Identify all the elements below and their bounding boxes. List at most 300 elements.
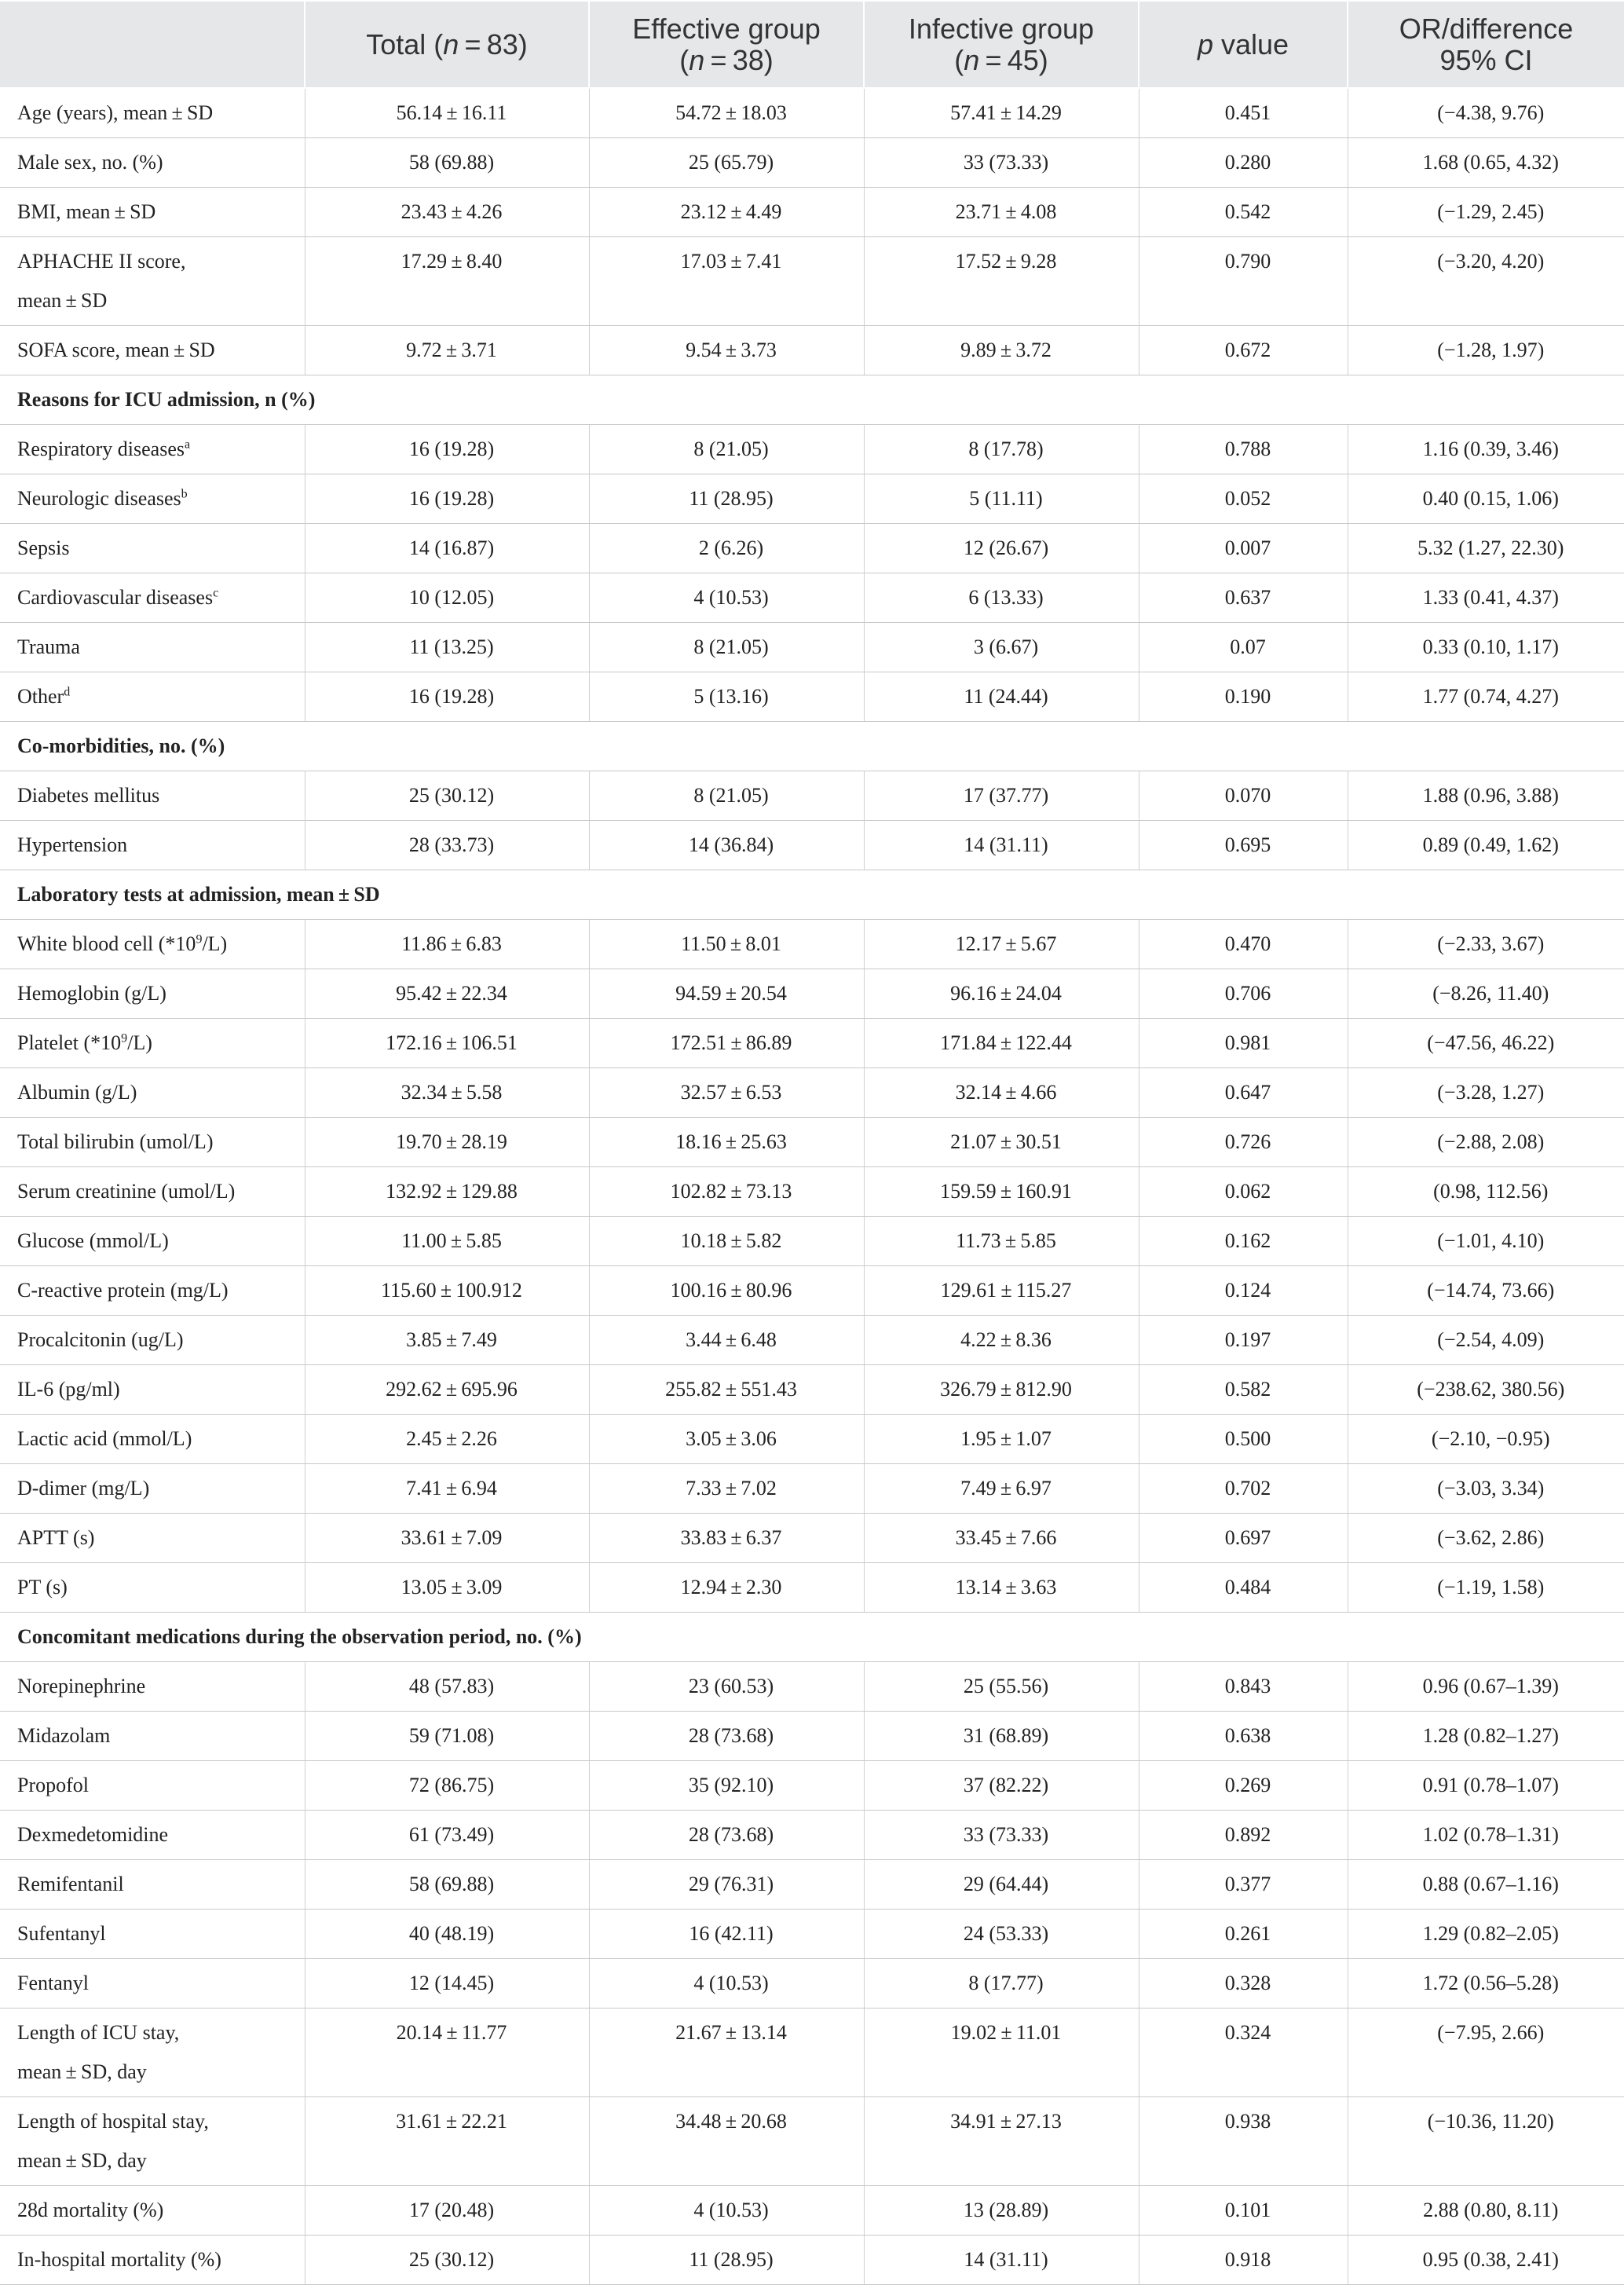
row-label-text: Total bilirubin (umol/L) [17, 1130, 214, 1153]
cell-total: 9.72 ± 3.71 [305, 326, 589, 375]
table-row [0, 1365, 1624, 1415]
cell-effective: 2 (6.26) [589, 524, 864, 573]
table-body [0, 88, 1624, 2285]
cell-p-value: 0.918 [1139, 2236, 1348, 2285]
cell-or-ci: (−3.28, 1.27) [1348, 1068, 1624, 1118]
row-label [0, 1563, 305, 1613]
header-infective-line2: (n = 45) [954, 43, 1048, 76]
row-label-text: Platelet (*10 [17, 1031, 122, 1054]
cell-total: 13.05 ± 3.09 [305, 1563, 589, 1613]
cell-p-value: 0.542 [1139, 188, 1348, 237]
row-label-text: Lactic acid (mmol/L) [17, 1427, 192, 1450]
row-label-text: C-reactive protein (mg/L) [17, 1279, 229, 1302]
cell-total: 58 (69.88) [305, 1860, 589, 1910]
table-row [0, 920, 1624, 969]
table-row [0, 1415, 1624, 1464]
row-label [0, 1910, 305, 1959]
cell-effective: 4 (10.53) [589, 573, 864, 623]
cell-or-ci: (−2.10, −0.95) [1348, 1415, 1624, 1464]
row-label [0, 1514, 305, 1563]
row-label [0, 2186, 305, 2236]
cell-infective: 34.91 ± 27.13 [864, 2097, 1139, 2186]
cell-total: 7.41 ± 6.94 [305, 1464, 589, 1514]
row-label [0, 1712, 305, 1761]
row-label-text: Procalcitonin (ug/L) [17, 1328, 184, 1351]
cell-infective: 11.73 ± 5.85 [864, 1217, 1139, 1266]
cell-or-ci: 1.72 (0.56–5.28) [1348, 1959, 1624, 2009]
cell-p-value: 0.280 [1139, 138, 1348, 188]
cell-or-ci: 0.96 (0.67–1.39) [1348, 1662, 1624, 1712]
cell-p-value: 0.695 [1139, 821, 1348, 870]
header-total [305, 1, 589, 88]
cell-effective: 33.83 ± 6.37 [589, 1514, 864, 1563]
table-row [0, 237, 1624, 326]
cell-total: 172.16 ± 106.51 [305, 1019, 589, 1068]
cell-effective: 3.05 ± 3.06 [589, 1415, 864, 1464]
cell-total: 20.14 ± 11.77 [305, 2009, 589, 2097]
cell-infective: 31 (68.89) [864, 1712, 1139, 1761]
cell-infective: 6 (13.33) [864, 573, 1139, 623]
table-row [0, 672, 1624, 722]
cell-effective: 23.12 ± 4.49 [589, 188, 864, 237]
row-label [0, 1761, 305, 1811]
cell-effective: 34.48 ± 20.68 [589, 2097, 864, 2186]
row-label-text: Hemoglobin (g/L) [17, 982, 166, 1005]
cell-p-value: 0.261 [1139, 1910, 1348, 1959]
cell-total: 19.70 ± 28.19 [305, 1118, 589, 1167]
table-row [0, 623, 1624, 672]
row-label-text: Age (years), mean ± SD [17, 101, 214, 124]
cell-or-ci: (−4.38, 9.76) [1348, 88, 1624, 138]
cell-effective: 3.44 ± 6.48 [589, 1316, 864, 1365]
cell-total: 292.62 ± 695.96 [305, 1365, 589, 1415]
cell-infective: 171.84 ± 122.44 [864, 1019, 1139, 1068]
table-row [0, 1910, 1624, 1959]
cell-infective: 14 (31.11) [864, 821, 1139, 870]
row-label [0, 474, 305, 524]
row-label-text: White blood cell (*10 [17, 932, 196, 955]
row-label [0, 188, 305, 237]
cell-infective: 13.14 ± 3.63 [864, 1563, 1139, 1613]
cell-total: 10 (12.05) [305, 573, 589, 623]
cell-p-value: 0.484 [1139, 1563, 1348, 1613]
cell-or-ci: (−2.88, 2.08) [1348, 1118, 1624, 1167]
table-row [0, 2186, 1624, 2236]
cell-p-value: 0.052 [1139, 474, 1348, 524]
row-label-tail: /L) [202, 932, 228, 955]
row-label [0, 1068, 305, 1118]
cell-effective: 28 (73.68) [589, 1712, 864, 1761]
header-effective-line2: (n = 38) [679, 43, 774, 76]
cell-or-ci: 1.28 (0.82–1.27) [1348, 1712, 1624, 1761]
row-label [0, 2236, 305, 2285]
section-title: Concomitant medications during the observation period, no. (%) [0, 1613, 1624, 1662]
row-label [0, 425, 305, 474]
cell-infective: 33 (73.33) [864, 138, 1139, 188]
cell-total: 32.34 ± 5.58 [305, 1068, 589, 1118]
cell-p-value: 0.190 [1139, 672, 1348, 722]
row-label-text: In-hospital mortality (%) [17, 2248, 221, 2271]
cell-effective: 17.03 ± 7.41 [589, 237, 864, 326]
cell-total: 33.61 ± 7.09 [305, 1514, 589, 1563]
cell-infective: 32.14 ± 4.66 [864, 1068, 1139, 1118]
cell-or-ci: 1.33 (0.41, 4.37) [1348, 573, 1624, 623]
cell-infective: 8 (17.77) [864, 1959, 1139, 2009]
row-label [0, 138, 305, 188]
cell-infective: 12.17 ± 5.67 [864, 920, 1139, 969]
row-label-text: Albumin (g/L) [17, 1081, 137, 1104]
cell-total: 3.85 ± 7.49 [305, 1316, 589, 1365]
row-label [0, 672, 305, 722]
row-label [0, 2009, 305, 2097]
cell-or-ci: (−8.26, 11.40) [1348, 969, 1624, 1019]
cell-infective: 33.45 ± 7.66 [864, 1514, 1139, 1563]
cell-infective: 129.61 ± 115.27 [864, 1266, 1139, 1316]
header-label-column [0, 1, 305, 88]
cell-p-value: 0.843 [1139, 1662, 1348, 1712]
cell-effective: 29 (76.31) [589, 1860, 864, 1910]
table-row [0, 1167, 1624, 1217]
table-row [0, 474, 1624, 524]
row-label-tail: /L) [127, 1031, 152, 1054]
row-label [0, 1167, 305, 1217]
cell-effective: 14 (36.84) [589, 821, 864, 870]
row-label [0, 1415, 305, 1464]
row-label-text: APTT (s) [17, 1526, 95, 1549]
table-row [0, 326, 1624, 375]
table-row [0, 524, 1624, 573]
row-label-text: Trauma [17, 635, 80, 658]
row-label-text: Sufentanyl [17, 1922, 106, 1945]
row-label [0, 771, 305, 821]
cell-p-value: 0.07 [1139, 623, 1348, 672]
cell-infective: 4.22 ± 8.36 [864, 1316, 1139, 1365]
cell-or-ci: (−2.33, 3.67) [1348, 920, 1624, 969]
cell-total: 59 (71.08) [305, 1712, 589, 1761]
cell-p-value: 0.638 [1139, 1712, 1348, 1761]
table-row [0, 821, 1624, 870]
cell-total: 17.29 ± 8.40 [305, 237, 589, 326]
cell-total: 40 (48.19) [305, 1910, 589, 1959]
table-row [0, 1118, 1624, 1167]
table-row [0, 1959, 1624, 2009]
table-row [0, 1811, 1624, 1860]
row-label-text: IL-6 (pg/ml) [17, 1378, 120, 1401]
cell-effective: 21.67 ± 13.14 [589, 2009, 864, 2097]
cell-p-value: 0.726 [1139, 1118, 1348, 1167]
cell-or-ci: 1.02 (0.78–1.31) [1348, 1811, 1624, 1860]
table-row [0, 425, 1624, 474]
table-row [0, 2236, 1624, 2285]
cell-infective: 25 (55.56) [864, 1662, 1139, 1712]
cell-infective: 57.41 ± 14.29 [864, 88, 1139, 138]
cell-or-ci: (−1.19, 1.58) [1348, 1563, 1624, 1613]
cell-infective: 159.59 ± 160.91 [864, 1167, 1139, 1217]
cell-total: 58 (69.88) [305, 138, 589, 188]
cell-p-value: 0.101 [1139, 2186, 1348, 2236]
cell-p-value: 0.197 [1139, 1316, 1348, 1365]
row-label [0, 237, 305, 326]
cell-or-ci: (−2.54, 4.09) [1348, 1316, 1624, 1365]
cell-effective: 16 (42.11) [589, 1910, 864, 1959]
row-label-text: APHACHE II score, [17, 250, 186, 273]
table-row [0, 188, 1624, 237]
cell-p-value: 0.269 [1139, 1761, 1348, 1811]
table-row [0, 1563, 1624, 1613]
row-label-text: Length of ICU stay, [17, 2021, 180, 2044]
footnote-marker: 9 [121, 1031, 128, 1045]
table-row [0, 1662, 1624, 1712]
cell-p-value: 0.790 [1139, 237, 1348, 326]
cell-total: 25 (30.12) [305, 771, 589, 821]
table-row [0, 2009, 1624, 2097]
row-label-text: Cardiovascular diseases [17, 586, 214, 609]
cell-or-ci: (−10.36, 11.20) [1348, 2097, 1624, 2186]
cell-infective: 96.16 ± 24.04 [864, 969, 1139, 1019]
cell-total: 11.00 ± 5.85 [305, 1217, 589, 1266]
cell-or-ci: (−238.62, 380.56) [1348, 1365, 1624, 1415]
footnote-marker: c [213, 586, 219, 600]
cell-total: 28 (33.73) [305, 821, 589, 870]
cell-total: 17 (20.48) [305, 2186, 589, 2236]
cell-infective: 1.95 ± 1.07 [864, 1415, 1139, 1464]
row-label [0, 1365, 305, 1415]
table-row [0, 1266, 1624, 1316]
table-row [0, 1761, 1624, 1811]
cell-effective: 5 (13.16) [589, 672, 864, 722]
cell-total: 25 (30.12) [305, 2236, 589, 2285]
row-label-text: D-dimer (mg/L) [17, 1477, 150, 1500]
cell-or-ci: (0.98, 112.56) [1348, 1167, 1624, 1217]
cell-p-value: 0.324 [1139, 2009, 1348, 2097]
cell-total: 61 (73.49) [305, 1811, 589, 1860]
row-label [0, 920, 305, 969]
header-effective-line1: Effective group [632, 12, 821, 45]
header-or-ci-line2: 95% CI [1439, 43, 1533, 76]
cell-p-value: 0.451 [1139, 88, 1348, 138]
cell-total: 2.45 ± 2.26 [305, 1415, 589, 1464]
cell-effective: 172.51 ± 86.89 [589, 1019, 864, 1068]
cell-effective: 12.94 ± 2.30 [589, 1563, 864, 1613]
cell-p-value: 0.007 [1139, 524, 1348, 573]
cell-or-ci: 1.88 (0.96, 3.88) [1348, 771, 1624, 821]
cell-or-ci: (−14.74, 73.66) [1348, 1266, 1624, 1316]
row-label-text: Propofol [17, 1774, 89, 1796]
cell-p-value: 0.892 [1139, 1811, 1348, 1860]
cell-effective: 100.16 ± 80.96 [589, 1266, 864, 1316]
row-label [0, 1266, 305, 1316]
row-label-text: Respiratory diseases [17, 438, 185, 460]
section-title: Laboratory tests at admission, mean ± SD [0, 870, 1624, 920]
row-label [0, 821, 305, 870]
cell-or-ci: 2.88 (0.80, 8.11) [1348, 2186, 1624, 2236]
cell-or-ci: 0.95 (0.38, 2.41) [1348, 2236, 1624, 2285]
cell-effective: 11 (28.95) [589, 474, 864, 524]
row-label [0, 623, 305, 672]
cell-total: 48 (57.83) [305, 1662, 589, 1712]
cell-or-ci: 1.16 (0.39, 3.46) [1348, 425, 1624, 474]
row-label [0, 573, 305, 623]
section-header-row [0, 375, 1624, 425]
cell-or-ci: 0.88 (0.67–1.16) [1348, 1860, 1624, 1910]
cell-p-value: 0.582 [1139, 1365, 1348, 1415]
cell-p-value: 0.124 [1139, 1266, 1348, 1316]
row-label-text: Diabetes mellitus [17, 784, 160, 807]
cell-infective: 24 (53.33) [864, 1910, 1139, 1959]
table-header [0, 1, 1624, 88]
row-label [0, 1860, 305, 1910]
cell-or-ci: (−1.28, 1.97) [1348, 326, 1624, 375]
footnote-marker: b [181, 487, 188, 501]
row-label-text: Hypertension [17, 833, 128, 856]
cell-or-ci: 1.29 (0.82–2.05) [1348, 1910, 1624, 1959]
row-label [0, 1811, 305, 1860]
cell-effective: 7.33 ± 7.02 [589, 1464, 864, 1514]
cell-or-ci: (−3.03, 3.34) [1348, 1464, 1624, 1514]
cell-effective: 35 (92.10) [589, 1761, 864, 1811]
cell-total: 16 (19.28) [305, 474, 589, 524]
cell-infective: 21.07 ± 30.51 [864, 1118, 1139, 1167]
header-p-value [1139, 1, 1348, 88]
cell-p-value: 0.672 [1139, 326, 1348, 375]
table-row [0, 88, 1624, 138]
table-row [0, 969, 1624, 1019]
row-label [0, 1217, 305, 1266]
cell-effective: 54.72 ± 18.03 [589, 88, 864, 138]
cell-total: 16 (19.28) [305, 425, 589, 474]
row-label-text: Other [17, 685, 64, 708]
cell-or-ci: (−3.62, 2.86) [1348, 1514, 1624, 1563]
cell-or-ci: (−1.01, 4.10) [1348, 1217, 1624, 1266]
cell-p-value: 0.938 [1139, 2097, 1348, 2186]
row-label [0, 969, 305, 1019]
cell-p-value: 0.706 [1139, 969, 1348, 1019]
cell-effective: 11 (28.95) [589, 2236, 864, 2285]
header-infective-line1: Infective group [908, 12, 1095, 45]
cell-p-value: 0.062 [1139, 1167, 1348, 1217]
section-header-row [0, 870, 1624, 920]
cell-total: 72 (86.75) [305, 1761, 589, 1811]
cell-effective: 8 (21.05) [589, 425, 864, 474]
cell-total: 16 (19.28) [305, 672, 589, 722]
cell-effective: 102.82 ± 73.13 [589, 1167, 864, 1217]
table-row [0, 1860, 1624, 1910]
cell-infective: 17 (37.77) [864, 771, 1139, 821]
row-label-text: Midazolam [17, 1724, 111, 1747]
cell-infective: 3 (6.67) [864, 623, 1139, 672]
row-label [0, 1118, 305, 1167]
row-label [0, 1662, 305, 1712]
row-label-text: SOFA score, mean ± SD [17, 339, 215, 361]
cell-effective: 4 (10.53) [589, 2186, 864, 2236]
table-row [0, 1514, 1624, 1563]
footnote-marker: a [185, 438, 191, 452]
table-row [0, 573, 1624, 623]
cell-effective: 4 (10.53) [589, 1959, 864, 2009]
cell-p-value: 0.328 [1139, 1959, 1348, 2009]
cell-infective: 11 (24.44) [864, 672, 1139, 722]
footnote-marker: d [64, 685, 71, 699]
header-effective [589, 1, 864, 88]
header-row [0, 1, 1624, 88]
cell-infective: 9.89 ± 3.72 [864, 326, 1139, 375]
cell-total: 31.61 ± 22.21 [305, 2097, 589, 2186]
row-label [0, 88, 305, 138]
cell-effective: 23 (60.53) [589, 1662, 864, 1712]
row-label [0, 1316, 305, 1365]
cell-infective: 7.49 ± 6.97 [864, 1464, 1139, 1514]
row-label [0, 1019, 305, 1068]
cell-total: 115.60 ± 100.912 [305, 1266, 589, 1316]
cell-or-ci: 0.91 (0.78–1.07) [1348, 1761, 1624, 1811]
cell-or-ci: 0.89 (0.49, 1.62) [1348, 821, 1624, 870]
cell-p-value: 0.637 [1139, 573, 1348, 623]
cell-infective: 326.79 ± 812.90 [864, 1365, 1139, 1415]
cell-effective: 11.50 ± 8.01 [589, 920, 864, 969]
row-label-line2: mean ± SD, day [17, 2149, 147, 2172]
row-label-text: 28d mortality (%) [17, 2199, 164, 2221]
cell-effective: 25 (65.79) [589, 138, 864, 188]
row-label-text: PT (s) [17, 1576, 68, 1598]
row-label [0, 2097, 305, 2186]
cell-effective: 32.57 ± 6.53 [589, 1068, 864, 1118]
cell-p-value: 0.647 [1139, 1068, 1348, 1118]
cell-total: 132.92 ± 129.88 [305, 1167, 589, 1217]
cell-infective: 5 (11.11) [864, 474, 1139, 524]
section-title: Reasons for ICU admission, n (%) [0, 375, 1624, 425]
row-label-text: Fentanyl [17, 1972, 89, 1994]
cell-p-value: 0.981 [1139, 1019, 1348, 1068]
section-header-row [0, 1613, 1624, 1662]
header-or-ci [1348, 1, 1624, 88]
cell-or-ci: (−47.56, 46.22) [1348, 1019, 1624, 1068]
section-header-row [0, 722, 1624, 771]
cell-total: 11 (13.25) [305, 623, 589, 672]
row-label-text: Length of hospital stay, [17, 2110, 209, 2133]
row-label-text: Dexmedetomidine [17, 1823, 169, 1846]
cell-or-ci: 0.40 (0.15, 1.06) [1348, 474, 1624, 524]
cell-total: 14 (16.87) [305, 524, 589, 573]
table-row [0, 1217, 1624, 1266]
row-label-text: Serum creatinine (umol/L) [17, 1180, 236, 1203]
table-row [0, 1316, 1624, 1365]
cell-effective: 8 (21.05) [589, 623, 864, 672]
cell-infective: 14 (31.11) [864, 2236, 1139, 2285]
row-label-line2: mean ± SD [17, 289, 108, 312]
cell-total: 23.43 ± 4.26 [305, 188, 589, 237]
cell-total: 95.42 ± 22.34 [305, 969, 589, 1019]
cell-p-value: 0.697 [1139, 1514, 1348, 1563]
row-label-text: Male sex, no. (%) [17, 151, 163, 174]
table-row [0, 2097, 1624, 2186]
row-label-text: BMI, mean ± SD [17, 200, 156, 223]
cell-or-ci: (−3.20, 4.20) [1348, 237, 1624, 326]
table-row [0, 138, 1624, 188]
cell-or-ci: 0.33 (0.10, 1.17) [1348, 623, 1624, 672]
cell-effective: 255.82 ± 551.43 [589, 1365, 864, 1415]
cell-infective: 37 (82.22) [864, 1761, 1139, 1811]
cell-infective: 13 (28.89) [864, 2186, 1139, 2236]
row-label-line2: mean ± SD, day [17, 2060, 147, 2083]
cell-infective: 12 (26.67) [864, 524, 1139, 573]
table-row [0, 771, 1624, 821]
cell-effective: 9.54 ± 3.73 [589, 326, 864, 375]
cell-p-value: 0.470 [1139, 920, 1348, 969]
footnote-marker: 9 [196, 932, 203, 947]
cell-effective: 94.59 ± 20.54 [589, 969, 864, 1019]
cell-infective: 29 (64.44) [864, 1860, 1139, 1910]
table-row [0, 1464, 1624, 1514]
